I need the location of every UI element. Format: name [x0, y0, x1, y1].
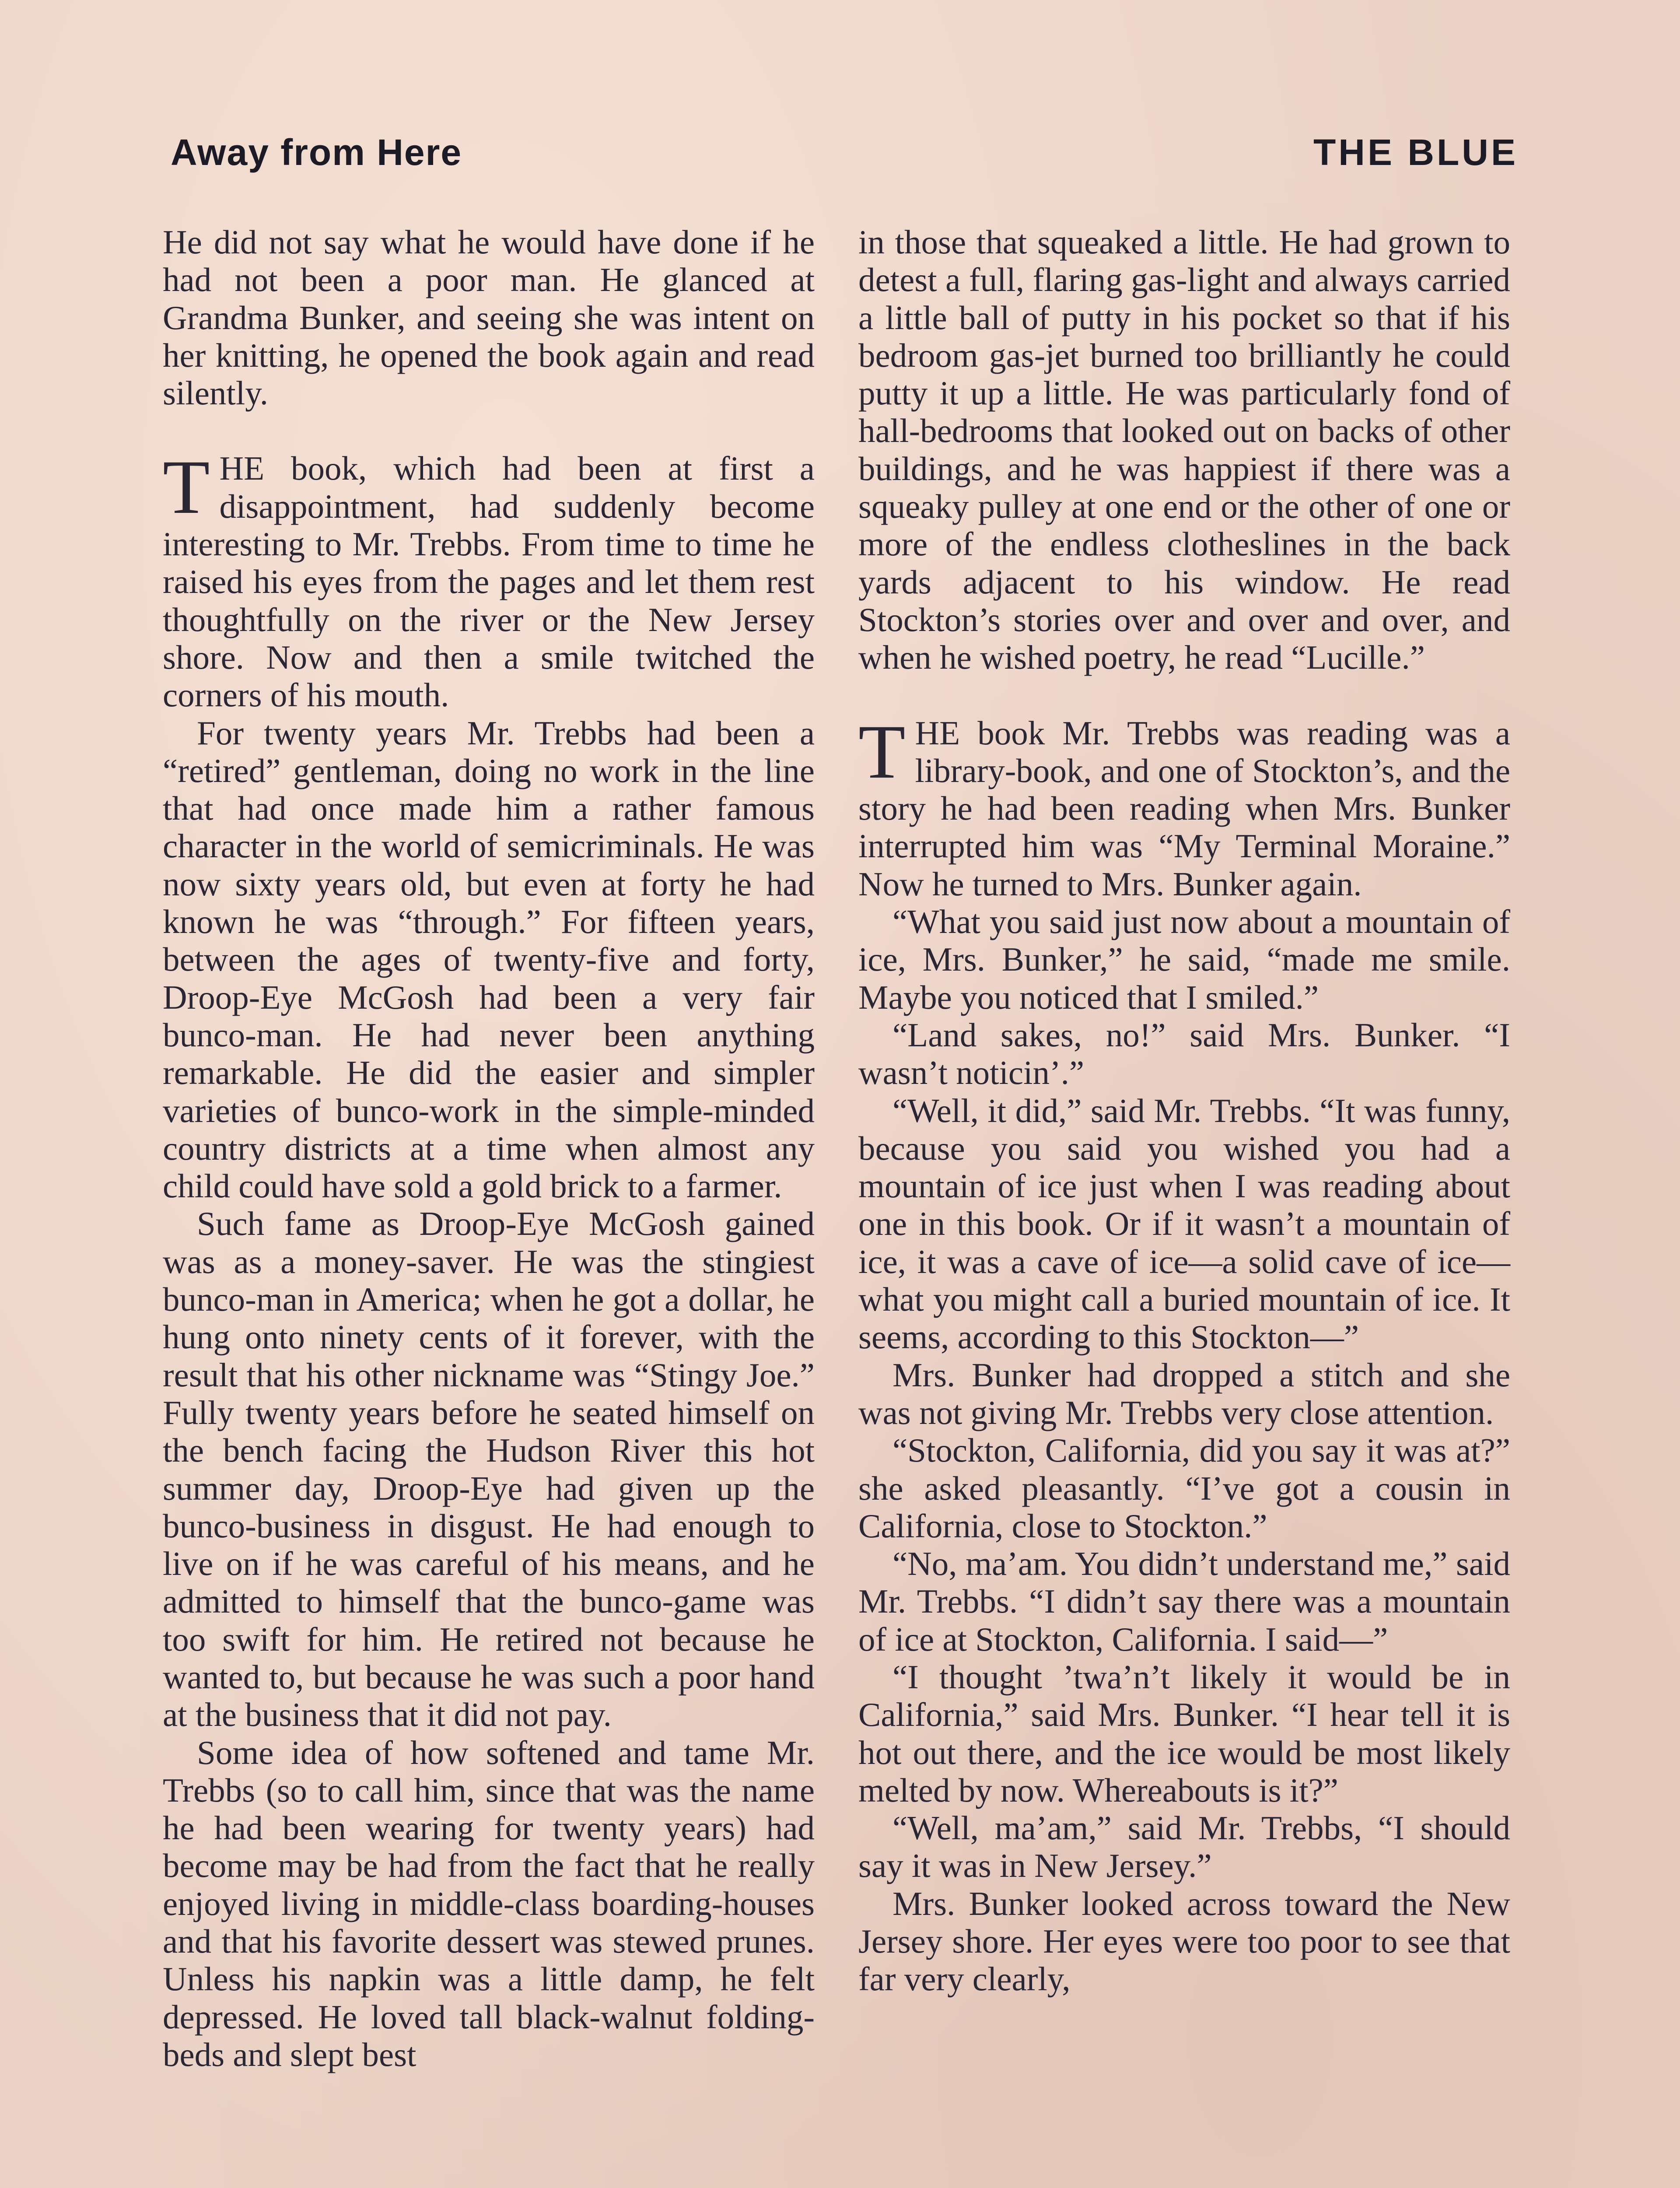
- running-head-title: Away from Here: [171, 132, 462, 173]
- paragraph: in those that squeaked a little. He had grown to detest a full, flaring gas-light and always carried a little ball of putty in his pocket so that if his bedroom gas-jet burned too brilliantly he could putty it up a little. He was particularly fond of hall-bedrooms that looked out on backs of other buildings, and he was happiest if there was a squeaky pulley at one end or the other of one or more of the endless clotheslines in the back yards adjacent to his window. He read Stockton’s stories over and over and over, and when he wished poetry, he read “Lucille.”: [858, 223, 1510, 677]
- paragraph: “Well, it did,” said Mr. Trebbs. “It was funny, because you said you wished you had a mountain of ice just when I was reading about one in this book. Or if it wasn’t a mountain of ice, it was a cave of ice—a solid cave of ice—what you might call a buried mountain of ice. It seems, according to this Stockton—”: [858, 1091, 1510, 1356]
- paragraph: “No, ma’am. You didn’t understand me,” said Mr. Trebbs. “I didn’t say there was a mountain of ice at Stockton, California. I said—”: [858, 1545, 1510, 1658]
- paragraph-dropcap: [163, 445, 815, 714]
- paragraph: Mrs. Bunker looked across toward the New Jersey shore. Her eyes were too poor to see that far very clearly,: [858, 1884, 1510, 1998]
- paragraph: “Stockton, California, did you say it was at?” she asked pleasantly. “I’ve got a cousin in California, close to Stockton.”: [858, 1431, 1510, 1545]
- left-column: [163, 223, 815, 2073]
- paragraph-dropcap: [858, 709, 1510, 903]
- paragraph: Such fame as Droop-Eye McGosh gained was as a money-saver. He was the stingiest bunco-man in America; when he got a dollar, he hung onto ninety cents of it forever, with the result that his other nickname was “Stingy Joe.” Fully twenty years before he seated himself on the bench facing the Hudson River this hot summer day, Droop-Eye had given up the bunco-business in disgust. He had enough to live on if he was careful of his means, and he admitted to himself that the bunco-game was too swift for him. He retired not because he wanted to, but because he was such a poor hand at the business that it did not pay.: [163, 1205, 815, 1734]
- paragraph: “Well, ma’am,” said Mr. Trebbs, “I should say it was in New Jersey.”: [858, 1809, 1510, 1885]
- paragraph: “What you said just now about a mountain of ice, Mrs. Bunker,” he said, “made me smile. Maybe you noticed that I smiled.”: [858, 903, 1510, 1016]
- drop-cap: T: [163, 445, 210, 530]
- drop-cap: T: [858, 709, 906, 795]
- paragraph: Mrs. Bunker had dropped a stitch and she was not giving Mr. Trebbs very close attention.: [858, 1356, 1510, 1431]
- paragraph: Some idea of how softened and tame Mr. Trebbs (so to call him, since that was the name he had been wearing for twenty years) had become may be had from the fact that he really enjoyed living in middle-class boarding-houses and that his favorite dessert was stewed prunes. Unless his napkin was a little damp, he felt depressed. He loved tall black-walnut folding-beds and slept best: [163, 1733, 815, 2073]
- paragraph-text: HE book, which had been at first a disappointment, had suddenly become interesting to Mr. Trebbs. From time to time he raised his eyes from the pages and let them rest thoughtfully on the river or the New Jersey shore. Now and then a smile twitched the corners of his mouth.: [163, 449, 815, 714]
- paragraph: He did not say what he would have done if he had not been a poor man. He glanced at Grandma Bunker, and seeing she was intent on her knitting, he opened the book again and read silently.: [163, 223, 815, 412]
- paragraph-text: HE book Mr. Trebbs was reading was a library-book, and one of Stockton’s, and the story he had been reading when Mrs. Bunker interrupted him was “My Terminal Moraine.” Now he turned to Mrs. Bunker again.: [858, 714, 1510, 903]
- paragraph: “I thought ’twa’n’t likely it would be in California,” said Mrs. Bunker. “I hear tell it is hot out there, and the ice would be most likely melted by now. Whereabouts is it?”: [858, 1658, 1510, 1809]
- right-column: [858, 223, 1510, 1998]
- running-head-magazine: THE BLUE: [1313, 132, 1518, 173]
- paragraph: For twenty years Mr. Trebbs had been a “retired” gentleman, doing no work in the line that had once made him a rather famous character in the world of semicriminals. He was now sixty years old, but even at forty he had known he was “through.” For fifteen years, between the ages of twenty-five and forty, Droop-Eye McGosh had been a very fair bunco-man. He had never been anything remarkable. He did the easier and simpler varieties of bunco-work in the simple-minded country districts at a time when almost any child could have sold a gold brick to a farmer.: [163, 714, 815, 1205]
- paragraph: “Land sakes, no!” said Mrs. Bunker. “I wasn’t noticin’.”: [858, 1016, 1510, 1092]
